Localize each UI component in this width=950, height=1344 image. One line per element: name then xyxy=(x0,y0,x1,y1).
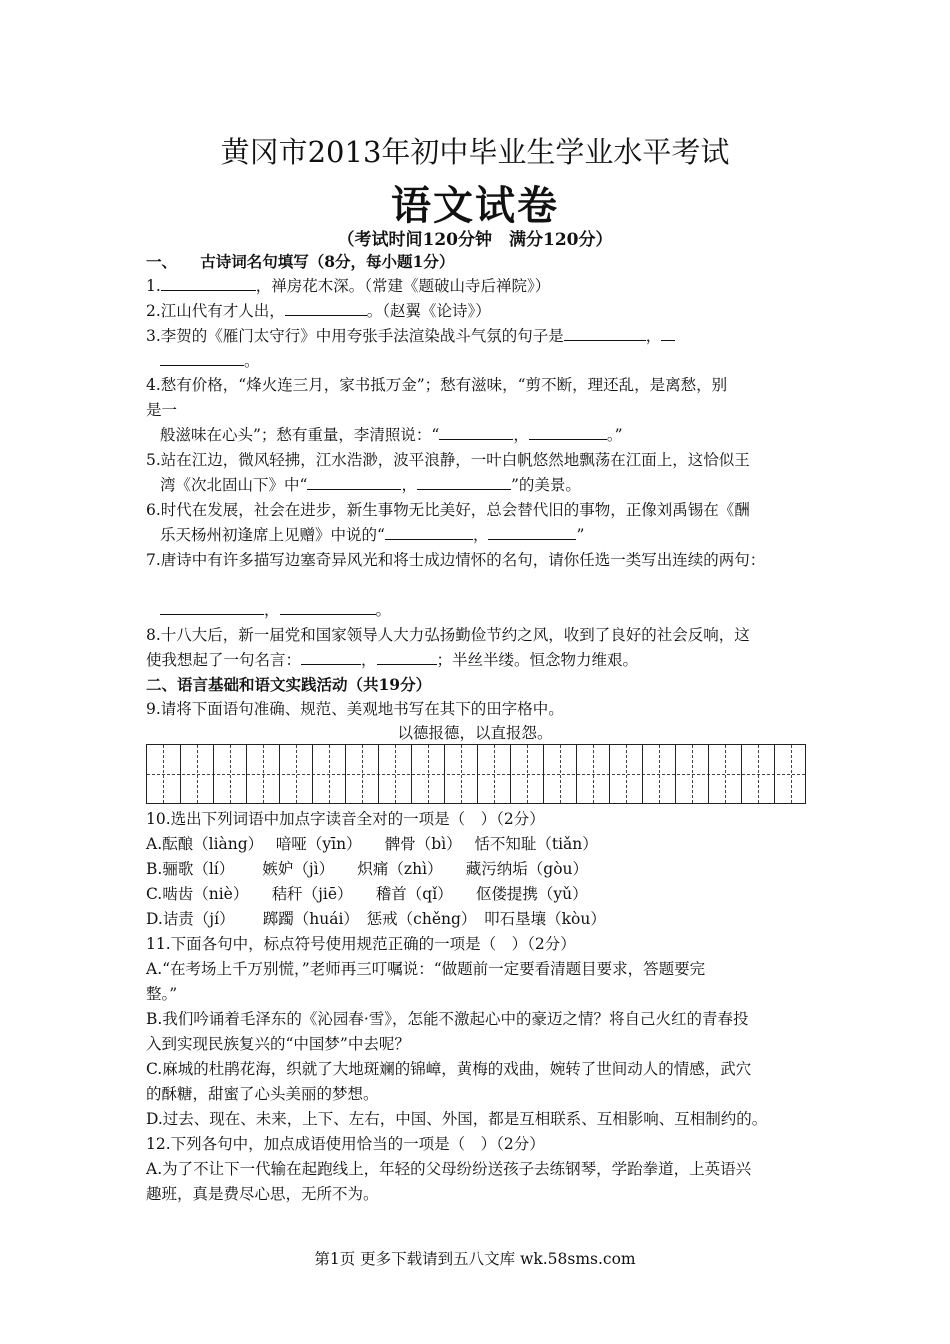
grid-cell[interactable] xyxy=(774,745,807,803)
question-10: 10.选出下列词语中加点字读音全对的一项是（ ）（2分） xyxy=(146,810,545,828)
answer-blank[interactable] xyxy=(417,475,511,490)
question-5-cont: 湾《次北固山下》中“ ， ”的美景。 xyxy=(160,476,581,494)
grid-vertical-guide xyxy=(263,745,264,803)
page-footer: 第1页 更多下载请到五八文库 wk.58sms.com xyxy=(314,1250,636,1268)
exam-info: （考试时间120分钟 满分120分） xyxy=(337,230,613,250)
grid-cell[interactable] xyxy=(642,745,675,803)
grid-cell[interactable] xyxy=(444,745,477,803)
question-7-answer: ， 。 xyxy=(160,600,840,620)
answer-blank[interactable] xyxy=(160,351,244,366)
question-12: 12.下列各句中，加点成语使用恰当的一项是（ ）（2分） xyxy=(146,1135,545,1153)
option-12-a: A.为了不让下一代输在起跑线上，年轻的父母纷纷送孩子去练钢琴，学跆拳道，上英语兴 xyxy=(146,1160,752,1178)
grid-vertical-guide xyxy=(230,745,231,803)
option-11-a: A.“在考场上千万别慌，”老师再三叮嘱说：“做题前一定要看清题目要求，答题要完 xyxy=(146,960,706,978)
question-4: 4.愁有价格，“烽火连三月，家书抵万金”；愁有滋味，“剪不断，理还乱，是离愁，别 xyxy=(146,376,728,394)
grid-cell[interactable] xyxy=(708,745,741,803)
grid-vertical-guide xyxy=(494,745,495,803)
grid-cell[interactable] xyxy=(477,745,510,803)
grid-cell[interactable] xyxy=(609,745,642,803)
grid-vertical-guide xyxy=(362,745,363,803)
question-3-cont: 。 xyxy=(160,351,840,371)
grid-cell[interactable] xyxy=(576,745,609,803)
question-4-cont: 般滋味在心头”；愁有重量，李清照说：“ ， 。” xyxy=(160,426,623,444)
answer-blank[interactable] xyxy=(161,276,256,291)
question-1: 1. ，禅房花木深。（常建《题破山寺后禅院》） xyxy=(146,277,551,295)
grid-cell[interactable] xyxy=(675,745,708,803)
question-8: 8.十八大后，新一届党和国家领导人大力弘扬勤俭节约之风，收到了良好的社会反响，这 xyxy=(146,626,750,644)
question-2: 2.江山代有才人出， 。（赵翼《论诗》） xyxy=(146,302,491,320)
option-10-c: C.啮齿（niè） 秸秆（jiē） 稽首（qǐ） 伛偻提携（yǔ） xyxy=(146,885,588,903)
grid-cell[interactable] xyxy=(180,745,213,803)
grid-vertical-guide xyxy=(428,745,429,803)
option-11-b-cont: 入到实现民族复兴的“中国梦”中去呢？ xyxy=(146,1035,410,1053)
option-11-a-cont: 整。” xyxy=(146,985,178,1003)
answer-blank[interactable] xyxy=(564,326,646,341)
copy-sentence: 以德报德，以直报怨。 xyxy=(397,724,553,742)
question-9: 9.请将下面语句准确、规范、美观地书写在其下的田字格中。 xyxy=(146,700,564,718)
grid-vertical-guide xyxy=(395,745,396,803)
answer-blank[interactable] xyxy=(377,650,437,665)
answer-blank[interactable] xyxy=(661,326,675,341)
section-1-heading: 一、 古诗词名句填写（8分，每小题1分） xyxy=(146,252,455,271)
grid-vertical-guide xyxy=(296,745,297,803)
option-12-a-cont: 趣班，真是费尽心思，无所不为。 xyxy=(146,1185,379,1203)
subject-title: 语文试卷 xyxy=(391,182,559,229)
option-11-d: D.过去、现在、未来，上下、左右，中国、外国，都是互相联系、互相影响、互相制约的。 xyxy=(146,1110,768,1128)
grid-cell[interactable] xyxy=(147,745,180,803)
grid-cell[interactable] xyxy=(246,745,279,803)
grid-vertical-guide xyxy=(560,745,561,803)
grid-vertical-guide xyxy=(692,745,693,803)
question-4-cont: 是一 xyxy=(146,401,178,419)
answer-blank[interactable] xyxy=(307,475,401,490)
option-10-b: B.骊歌（lí） 嫉妒（jì） 炽痛（zhì） 藏污纳垢（gòu） xyxy=(146,860,589,878)
answer-blank[interactable] xyxy=(280,600,376,615)
question-6-cont: 乐天杨州初逢席上见赠》中说的“ ， ” xyxy=(160,526,585,544)
question-7: 7.唐诗中有许多描写边塞奇异风光和将士成边情怀的名句，请你任选一类写出连续的两句： xyxy=(146,551,766,569)
question-11: 11.下面各句中，标点符号使用规范正确的一项是（ ）（2分） xyxy=(146,935,576,953)
grid-vertical-guide xyxy=(163,745,164,803)
grid-vertical-guide xyxy=(461,745,462,803)
question-6: 6.时代在发展，社会在进步，新生事物无比美好，总会替代旧的事物，正像刘禹锡在《酬 xyxy=(146,501,750,519)
section-2-heading: 二、语言基础和语文实践活动（共19分） xyxy=(146,675,432,694)
grid-cell[interactable] xyxy=(213,745,246,803)
grid-vertical-guide xyxy=(329,745,330,803)
answer-blank[interactable] xyxy=(488,525,576,540)
grid-cell[interactable] xyxy=(312,745,345,803)
grid-vertical-guide xyxy=(197,745,198,803)
answer-blank[interactable] xyxy=(385,525,473,540)
grid-vertical-guide xyxy=(626,745,627,803)
answer-blank[interactable] xyxy=(301,650,361,665)
grid-vertical-guide xyxy=(593,745,594,803)
grid-vertical-guide xyxy=(725,745,726,803)
grid-vertical-guide xyxy=(758,745,759,803)
grid-vertical-guide xyxy=(791,745,792,803)
grid-cell[interactable] xyxy=(411,745,444,803)
grid-cell[interactable] xyxy=(279,745,312,803)
answer-blank[interactable] xyxy=(285,301,367,316)
answer-blank[interactable] xyxy=(439,425,513,440)
question-8-cont: 使我想起了一句名言： ， ；半丝半缕。恒念物力维艰。 xyxy=(146,651,639,669)
grid-vertical-guide xyxy=(527,745,528,803)
grid-cell[interactable] xyxy=(378,745,411,803)
grid-vertical-guide xyxy=(659,745,660,803)
tian-zi-grid[interactable] xyxy=(146,744,806,804)
option-10-d: D.诘责（jí） 踯躅（huái） 惩戒（chěng） 叩石垦壤（kòu） xyxy=(146,910,606,928)
exam-title: 黄冈市2013年初中毕业生学业水平考试 xyxy=(220,135,730,169)
option-10-a: A.酝酿（liàng） 喑哑（yīn） 髀骨（bì） 恬不知耻（tiǎn） xyxy=(146,835,598,853)
option-11-b: B.我们吟诵着毛泽东的《沁园春·雪》，怎能不激起心中的豪迈之情？将自己火红的青春投 xyxy=(146,1010,749,1028)
grid-cell[interactable] xyxy=(345,745,378,803)
grid-cell[interactable] xyxy=(510,745,543,803)
answer-blank[interactable] xyxy=(529,425,607,440)
question-3: 3.李贺的《雁门太守行》中用夸张手法渲染战斗气氛的句子是 ， xyxy=(146,326,826,346)
grid-cell[interactable] xyxy=(543,745,576,803)
answer-blank[interactable] xyxy=(160,600,264,615)
question-5: 5.站在江边，微风轻拂，江水浩渺，波平浪静，一叶白帆悠然地飘荡在江面上，这恰似王 xyxy=(146,451,750,469)
grid-cell[interactable] xyxy=(741,745,774,803)
option-11-c: C.麻城的杜鹃花海，织就了大地斑斓的锦嶂，黄梅的戏曲，婉转了世间动人的情感，武穴 xyxy=(146,1060,752,1078)
option-11-c-cont: 的酥糖，甜蜜了心头美丽的梦想。 xyxy=(146,1085,379,1103)
